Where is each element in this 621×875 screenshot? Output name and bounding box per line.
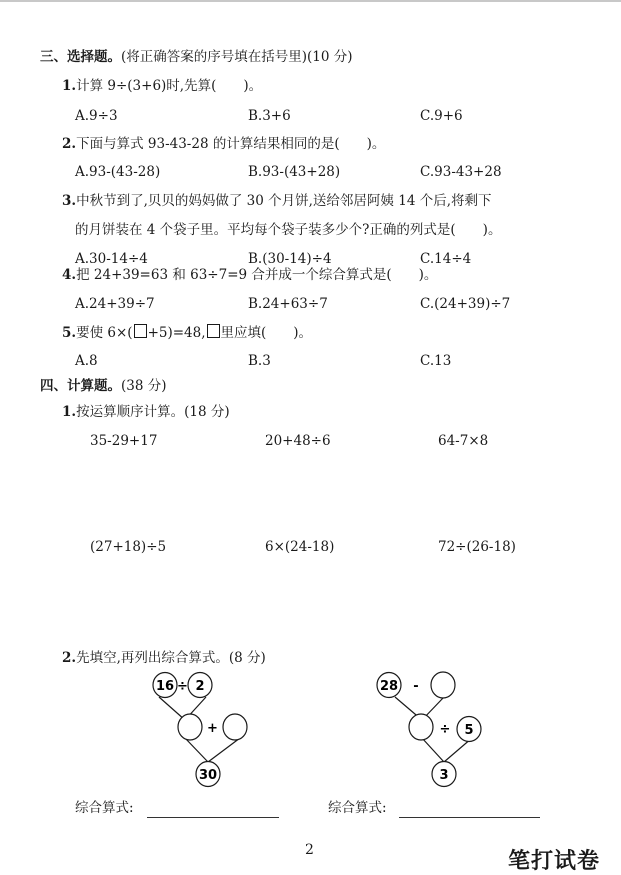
question-1 bbox=[62, 77, 262, 95]
q3-option-a: A.30-14÷4 bbox=[75, 251, 148, 267]
tree1-operator-2: + bbox=[207, 721, 218, 736]
tree1-result: 30 bbox=[198, 768, 218, 783]
q5-option-a: A.8 bbox=[75, 353, 98, 369]
page-number: 2 bbox=[305, 842, 314, 858]
q1-option-a: A.9÷3 bbox=[75, 108, 118, 124]
question-number: 2. bbox=[62, 136, 77, 152]
q2-option-c: C.93-43+28 bbox=[420, 164, 502, 180]
q5-option-b: B.3 bbox=[248, 353, 271, 369]
tree2-node-d: 5 bbox=[464, 723, 474, 738]
calc-tree-2 bbox=[360, 670, 500, 795]
tree1-node-b: 2 bbox=[195, 679, 205, 694]
question-number: 3. bbox=[62, 193, 77, 209]
question-4 bbox=[62, 266, 437, 284]
q5-option-c: C.13 bbox=[420, 353, 452, 369]
section-3-title: 三、选择题。 bbox=[40, 49, 121, 65]
calc-tree-1 bbox=[140, 670, 280, 795]
tree2-operator-2: ÷ bbox=[439, 722, 451, 737]
calc-part-2-heading bbox=[62, 649, 266, 667]
answer-line-2[interactable] bbox=[399, 817, 540, 818]
section-3-note: (将正确答案的序号填在括号里)(10 分) bbox=[121, 49, 353, 65]
question-text: 中秋节到了,贝贝的妈妈做了 30 个月饼,送给邻居阿姨 14 个后,将剩下 bbox=[76, 193, 492, 209]
calc-expression: 64-7×8 bbox=[438, 433, 489, 449]
answer-line-1[interactable] bbox=[147, 817, 279, 818]
question-number: 5. bbox=[62, 325, 77, 341]
question-text: 先填空,再列出综合算式。(8 分) bbox=[76, 650, 266, 666]
blank-box bbox=[134, 324, 147, 338]
brand-heading: 笔打试卷 bbox=[508, 849, 601, 874]
calc-expression: 35-29+17 bbox=[90, 433, 158, 449]
section-4-title: 四、计算题。 bbox=[40, 378, 121, 394]
question-text: 下面与算式 93-43-28 的计算结果相同的是( )。 bbox=[76, 136, 386, 152]
question-text: 按运算顺序计算。(18 分) bbox=[76, 404, 230, 420]
question-number: 4. bbox=[62, 267, 77, 283]
answer-label-2: 综合算式: bbox=[328, 800, 387, 816]
q1-option-b: B.3+6 bbox=[248, 108, 291, 124]
question-3 bbox=[62, 192, 492, 210]
question-text: 要使 6×( bbox=[76, 325, 133, 341]
question-text: 里应填( )。 bbox=[220, 325, 313, 341]
question-text: +5)=48, bbox=[147, 325, 206, 341]
q4-option-c: C.(24+39)÷7 bbox=[420, 296, 511, 312]
question-text: 把 24+39=63 和 63÷7=9 合并成一个综合算式是( )。 bbox=[76, 267, 438, 283]
section-4-heading bbox=[40, 377, 167, 395]
section-4-note: (38 分) bbox=[121, 378, 167, 394]
top-border bbox=[0, 0, 621, 2]
calc-expression: (27+18)÷5 bbox=[90, 539, 167, 555]
tree2-result: 3 bbox=[439, 768, 449, 783]
q4-option-b: B.24+63÷7 bbox=[248, 296, 328, 312]
calc-part-1-heading bbox=[62, 403, 230, 421]
calc-expression: 6×(24-18) bbox=[265, 539, 335, 555]
blank-box bbox=[207, 324, 220, 338]
q3-option-c: C.14÷4 bbox=[420, 251, 472, 267]
tree2-node-a: 28 bbox=[379, 679, 399, 694]
section-3-heading bbox=[40, 48, 353, 66]
question-number: 2. bbox=[62, 650, 77, 666]
question-3-line-2: 的月饼装在 4 个袋子里。平均每个袋子装多少个?正确的列式是( )。 bbox=[75, 222, 502, 238]
q3-option-b: B.(30-14)÷4 bbox=[248, 251, 332, 267]
answer-label-1: 综合算式: bbox=[75, 800, 134, 816]
question-number: 1. bbox=[62, 404, 77, 420]
tree1-node-a: 16 bbox=[155, 679, 175, 694]
calc-expression: 20+48÷6 bbox=[265, 433, 331, 449]
question-number: 1. bbox=[62, 78, 77, 94]
tree1-operator-1: ÷ bbox=[177, 679, 188, 694]
q4-option-a: A.24+39÷7 bbox=[75, 296, 155, 312]
question-text: 计算 9÷(3+6)时,先算( )。 bbox=[76, 78, 263, 94]
question-5 bbox=[62, 324, 312, 342]
q1-option-c: C.9+6 bbox=[420, 108, 463, 124]
question-2 bbox=[62, 135, 385, 153]
q2-option-b: B.93-(43+28) bbox=[248, 164, 341, 180]
calc-expression: 72÷(26-18) bbox=[438, 539, 516, 555]
q2-option-a: A.93-(43-28) bbox=[75, 164, 161, 180]
tree2-operator-1: - bbox=[413, 679, 419, 694]
